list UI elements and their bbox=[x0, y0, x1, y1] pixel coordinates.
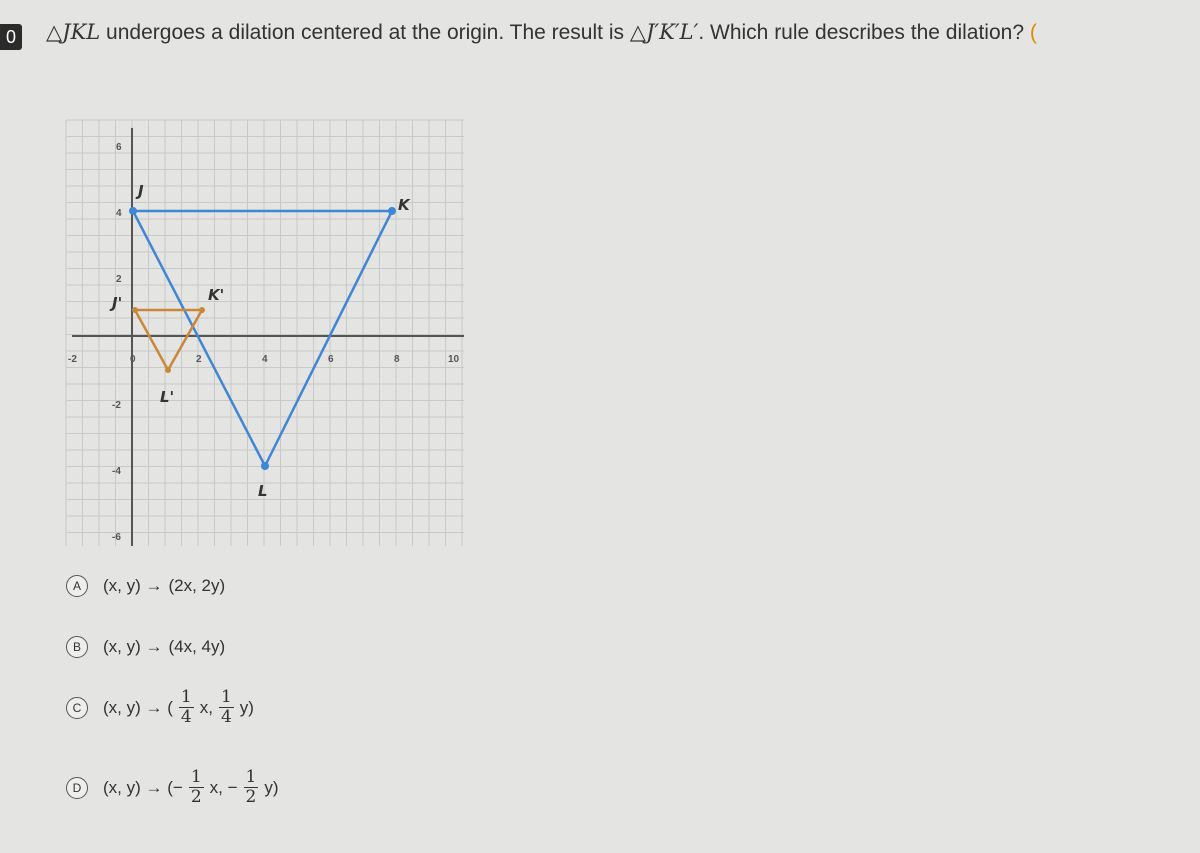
x-tick-label: -2 bbox=[68, 354, 77, 365]
x-tick-label: 0 bbox=[130, 354, 136, 365]
triangle-jkl: JKL bbox=[62, 20, 101, 44]
denominator: 4 bbox=[220, 707, 232, 727]
triangle-jkl-prime: J′K′L′ bbox=[645, 20, 699, 44]
point-j bbox=[129, 207, 137, 215]
label-l: L bbox=[258, 482, 268, 500]
y-tick-label: 2 bbox=[116, 274, 122, 285]
point-k bbox=[388, 207, 396, 215]
option-c-bubble[interactable]: C bbox=[66, 697, 88, 719]
label-j-prime: J' bbox=[112, 294, 123, 312]
numerator: 1 bbox=[220, 687, 232, 707]
denominator: 4 bbox=[180, 707, 192, 727]
x-tick-label: 4 bbox=[262, 354, 268, 365]
option-d[interactable] bbox=[66, 768, 282, 807]
y-tick-label: 6 bbox=[116, 142, 122, 153]
option-b[interactable] bbox=[66, 636, 228, 658]
question-number: 0 bbox=[0, 24, 22, 50]
option-a-rhs: (2x, 2y) bbox=[168, 576, 226, 595]
option-d-mid: x, − bbox=[209, 777, 238, 797]
x-tick-label: 6 bbox=[328, 354, 334, 365]
y-tick-label: -6 bbox=[112, 532, 121, 543]
option-b-bubble[interactable]: B bbox=[66, 636, 88, 658]
option-a-bubble[interactable]: A bbox=[66, 575, 88, 597]
label-l-prime: L' bbox=[160, 388, 175, 406]
point-l-prime bbox=[165, 367, 171, 373]
option-d-end: y) bbox=[264, 777, 279, 797]
y-tick-label: 4 bbox=[116, 208, 122, 219]
label-k: K bbox=[398, 196, 410, 214]
question-cutoff: ( bbox=[1029, 21, 1037, 44]
option-c-lhs: (x, y) → ( bbox=[103, 697, 173, 717]
option-a-lhs: (x, y) → bbox=[103, 576, 163, 595]
x-tick-label: 10 bbox=[448, 354, 460, 365]
triangle-jkl-shape bbox=[133, 211, 392, 466]
option-d-bubble[interactable]: D bbox=[66, 777, 88, 799]
denominator: 2 bbox=[245, 787, 257, 807]
x-tick-label: 2 bbox=[196, 354, 202, 365]
triangle-symbol: △ bbox=[46, 21, 63, 44]
option-c-fraction-1 bbox=[179, 688, 194, 727]
point-j-prime bbox=[132, 307, 138, 313]
x-tick-label: 8 bbox=[394, 354, 400, 365]
numerator: 1 bbox=[190, 767, 202, 787]
point-l bbox=[261, 462, 269, 470]
option-d-fraction-2 bbox=[244, 768, 259, 807]
numerator: 1 bbox=[180, 687, 192, 707]
option-c[interactable] bbox=[66, 688, 257, 727]
label-j: J bbox=[138, 182, 144, 200]
numerator: 1 bbox=[245, 767, 257, 787]
option-c-end: y) bbox=[239, 697, 254, 717]
denominator: 2 bbox=[190, 787, 202, 807]
point-k-prime bbox=[199, 307, 205, 313]
y-tick-label: -4 bbox=[112, 466, 121, 477]
question-middle: undergoes a dilation centered at the origin. The result is bbox=[100, 21, 630, 44]
option-d-fraction-1 bbox=[189, 768, 204, 807]
option-c-mid: x, bbox=[199, 697, 213, 717]
option-a[interactable] bbox=[66, 575, 228, 597]
option-d-lhs: (x, y) → (− bbox=[103, 777, 183, 797]
option-c-fraction-2 bbox=[219, 688, 234, 727]
question-end: . Which rule describes the dilation? bbox=[698, 21, 1030, 44]
label-k-prime: K' bbox=[208, 286, 225, 304]
y-tick-label: -2 bbox=[112, 400, 121, 411]
option-b-rhs: (4x, 4y) bbox=[168, 637, 226, 656]
option-b-lhs: (x, y) → bbox=[103, 637, 163, 656]
triangle-jkl-prime-shape bbox=[135, 310, 202, 370]
triangle-symbol-2: △ bbox=[629, 21, 646, 44]
